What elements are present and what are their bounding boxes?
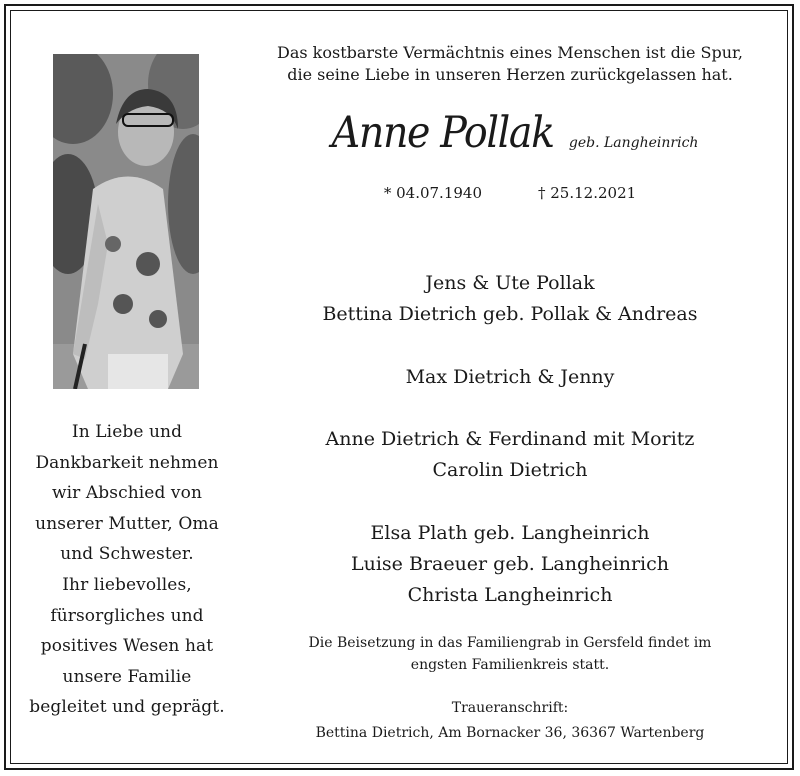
family-member: Luise Braeuer geb. Langheinrich	[350, 553, 669, 575]
maiden-name: geb. Langheinrich	[568, 135, 699, 151]
memorial-quote	[250, 42, 770, 86]
tribute-line: und Schwester.	[60, 544, 194, 565]
tribute-line: wir Abschied von	[51, 483, 203, 504]
family-member: Carolin Dietrich	[432, 459, 588, 481]
family-group-siblings	[250, 518, 770, 611]
death-date: † 25.12.2021	[538, 184, 637, 202]
tribute-line: unserer Mutter, Oma	[35, 513, 219, 534]
family-group-grandchildren	[250, 424, 770, 486]
family-group-children	[250, 268, 770, 330]
birth-date: * 04.07.1940	[383, 184, 482, 202]
deceased-name: Anne Pollak	[331, 108, 554, 158]
mourning-address: Bettina Dietrich, Am Bornacker 36, 36367 Wartenberg	[315, 725, 705, 741]
life-dates	[250, 184, 770, 202]
address-label: Traueranschrift:	[451, 700, 569, 716]
tribute-line: In Liebe und	[71, 422, 183, 442]
family-member: Anne Dietrich & Ferdinand mit Moritz	[325, 428, 695, 450]
quote-line-2: die seine Liebe in unseren Herzen zurückgelassen hat.	[287, 65, 733, 84]
tribute-line: Ihr liebevolles,	[62, 574, 192, 595]
quote-line-1: Das kostbarste Vermächtnis eines Menschen ist die Spur,	[277, 43, 743, 62]
family-member: Elsa Plath geb. Langheinrich	[370, 522, 650, 544]
family-member: Christa Langheinrich	[407, 584, 613, 606]
family-member: Jens & Ute Pollak	[425, 272, 595, 294]
deceased-name-block	[250, 108, 770, 168]
family-member: Bettina Dietrich geb. Pollak & Andreas	[322, 303, 698, 325]
tribute-line: Dankbarkeit nehmen	[35, 452, 219, 473]
tribute-line: fürsorgliches und	[50, 605, 204, 626]
tribute-text	[22, 417, 232, 723]
family-group-grandchild	[250, 362, 770, 393]
notice-line-1: Die Beisetzung in das Familiengrab in Gersfeld findet im	[308, 635, 712, 651]
notice-line-2: engsten Familienkreis statt.	[410, 657, 610, 673]
portrait-photo	[53, 54, 199, 389]
tribute-line: begleitet und geprägt.	[29, 697, 225, 718]
family-member: Max Dietrich & Jenny	[405, 366, 615, 388]
tribute-line: unsere Familie	[62, 666, 192, 687]
burial-notice	[250, 632, 770, 676]
tribute-line: positives Wesen hat	[40, 636, 214, 657]
